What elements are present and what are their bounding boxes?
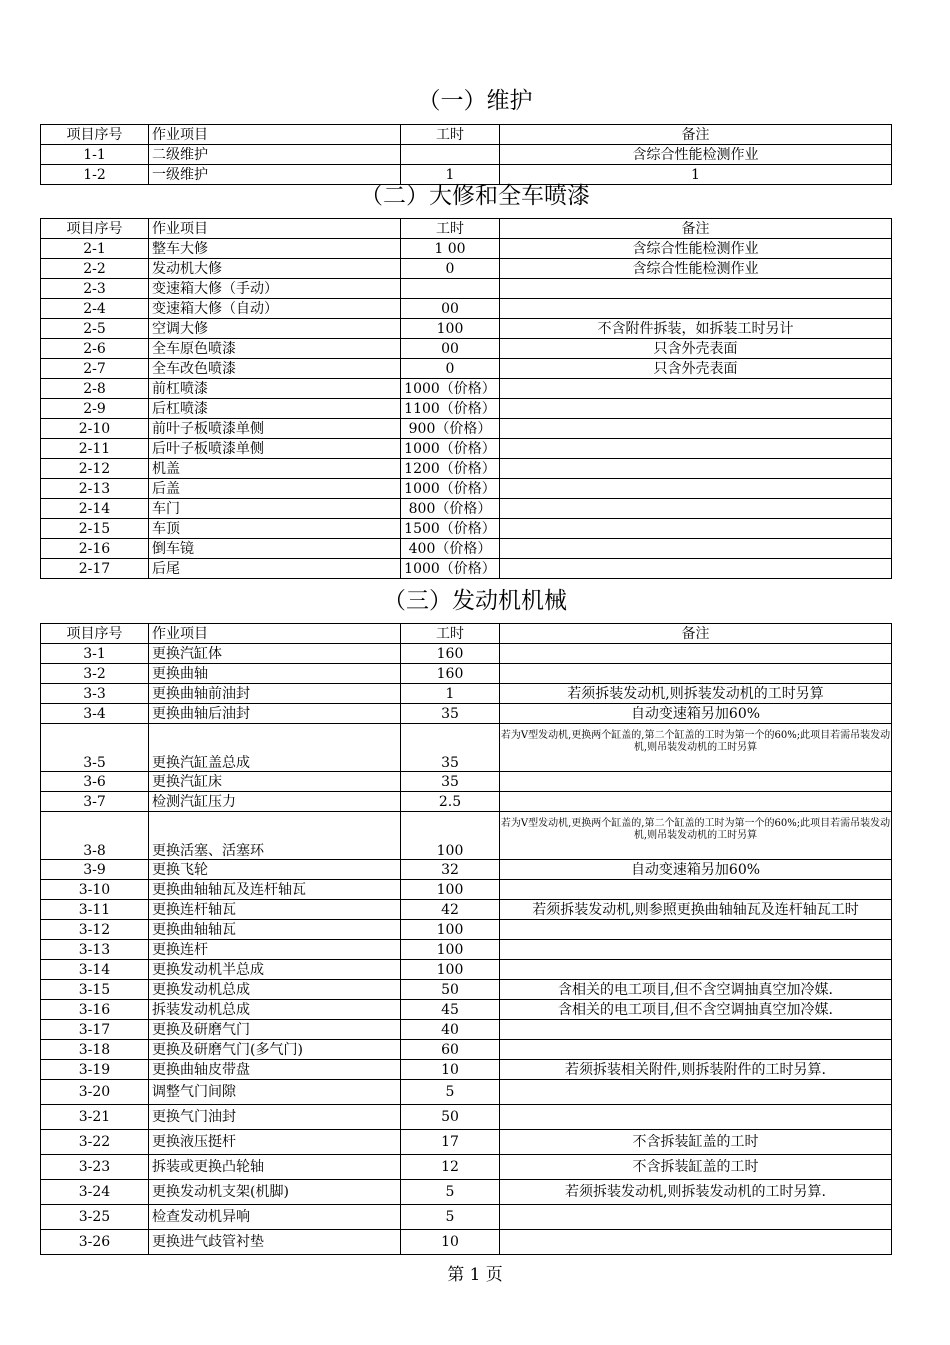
table-row xyxy=(41,539,892,559)
row-hours: 100 xyxy=(401,812,500,860)
row-item: 拆装或更换凸轮轴 xyxy=(149,1155,401,1180)
row-no: 2-11 xyxy=(41,439,149,459)
row-hours: 160 xyxy=(401,664,500,684)
row-item: 发动机大修 xyxy=(149,259,401,279)
table-row xyxy=(41,1060,892,1080)
row-no: 2-14 xyxy=(41,499,149,519)
row-no: 2-3 xyxy=(41,279,149,299)
header-note: 备注 xyxy=(500,624,892,644)
row-hours: 1000（价格） xyxy=(401,439,500,459)
table-row xyxy=(41,920,892,940)
row-no: 3-1 xyxy=(41,644,149,664)
row-item: 更换气门油封 xyxy=(149,1105,401,1130)
table-maintenance xyxy=(40,124,892,185)
row-note: 若须拆装发动机,则拆装发动机的工时另算 xyxy=(500,684,892,704)
row-item: 更换发动机支架(机脚) xyxy=(149,1180,401,1205)
row-note: 若须拆装发动机,则拆装发动机的工时另算. xyxy=(500,1180,892,1205)
row-hours: 35 xyxy=(401,704,500,724)
row-hours: 35 xyxy=(401,724,500,772)
header-note: 备注 xyxy=(500,125,892,145)
header-no: 项目序号 xyxy=(41,219,149,239)
table-row xyxy=(41,279,892,299)
header-item: 作业项目 xyxy=(149,125,401,145)
header-hours: 工时 xyxy=(401,219,500,239)
row-note: 若须拆装发动机,则参照更换曲轴轴瓦及连杆轴瓦工时 xyxy=(500,900,892,920)
row-note: 自动变速箱另加60% xyxy=(500,704,892,724)
row-item: 更换连杆轴瓦 xyxy=(149,900,401,920)
row-no: 2-1 xyxy=(41,239,149,259)
header-item: 作业项目 xyxy=(149,219,401,239)
row-no: 2-6 xyxy=(41,339,149,359)
row-note xyxy=(500,920,892,940)
row-note xyxy=(500,1080,892,1105)
row-note: 若为V型发动机,更换两个缸盖的,第二个缸盖的工时为第一个的60%;此项目若需吊装发动机,则吊装发动机的工时另算 xyxy=(500,812,892,860)
row-note xyxy=(500,379,892,399)
table-row xyxy=(41,1080,892,1105)
table-overhaul-painting xyxy=(40,218,892,579)
table-row xyxy=(41,860,892,880)
row-hours: 0 xyxy=(401,359,500,379)
row-hours: 10 xyxy=(401,1230,500,1255)
row-hours: 1100（价格） xyxy=(401,399,500,419)
row-hours: 32 xyxy=(401,860,500,880)
row-hours xyxy=(401,145,500,165)
row-no: 3-9 xyxy=(41,860,149,880)
table-header-row xyxy=(41,125,892,145)
row-item: 检测汽缸压力 xyxy=(149,792,401,812)
row-hours: 100 xyxy=(401,319,500,339)
row-note xyxy=(500,772,892,792)
row-no: 3-8 xyxy=(41,812,149,860)
row-hours: 1 00 xyxy=(401,239,500,259)
table-header-row xyxy=(41,624,892,644)
row-hours: 1000（价格） xyxy=(401,479,500,499)
table-row xyxy=(41,664,892,684)
row-hours: 1000（价格） xyxy=(401,559,500,579)
row-hours: 0 xyxy=(401,259,500,279)
row-note xyxy=(500,459,892,479)
row-note xyxy=(500,1040,892,1060)
row-item: 更换汽缸床 xyxy=(149,772,401,792)
table-row xyxy=(41,319,892,339)
table-row xyxy=(41,724,892,772)
row-note xyxy=(500,1230,892,1255)
table-row xyxy=(41,644,892,664)
row-hours: 100 xyxy=(401,920,500,940)
row-no: 3-21 xyxy=(41,1105,149,1130)
row-no: 3-3 xyxy=(41,684,149,704)
table-row xyxy=(41,772,892,792)
table-engine-mechanical xyxy=(40,623,892,1255)
row-item: 更换飞轮 xyxy=(149,860,401,880)
table-row xyxy=(41,1155,892,1180)
row-note: 若为V型发动机,更换两个缸盖的,第二个缸盖的工时为第一个的60%;此项目若需吊装发动机,则吊装发动机的工时另算 xyxy=(500,724,892,772)
row-no: 3-26 xyxy=(41,1230,149,1255)
row-item: 调整气门间隙 xyxy=(149,1080,401,1105)
table-row xyxy=(41,880,892,900)
header-no: 项目序号 xyxy=(41,624,149,644)
row-no: 3-6 xyxy=(41,772,149,792)
row-hours: 160 xyxy=(401,644,500,664)
row-no: 3-13 xyxy=(41,940,149,960)
row-item: 车门 xyxy=(149,499,401,519)
row-note: 1 xyxy=(500,165,892,185)
row-item: 全车改色喷漆 xyxy=(149,359,401,379)
table-row xyxy=(41,960,892,980)
row-hours: 100 xyxy=(401,940,500,960)
table-row xyxy=(41,559,892,579)
section-title-maintenance: （一）维护 xyxy=(417,88,533,114)
row-no: 2-17 xyxy=(41,559,149,579)
row-item: 全车原色喷漆 xyxy=(149,339,401,359)
row-item: 倒车镜 xyxy=(149,539,401,559)
row-hours xyxy=(401,279,500,299)
row-no: 3-17 xyxy=(41,1020,149,1040)
row-item: 后叶子板喷漆单侧 xyxy=(149,439,401,459)
row-item: 检查发动机异响 xyxy=(149,1205,401,1230)
table-row xyxy=(41,704,892,724)
row-no: 3-7 xyxy=(41,792,149,812)
row-note: 不含拆装缸盖的工时 xyxy=(500,1155,892,1180)
row-item: 更换汽缸盖总成 xyxy=(149,724,401,772)
row-item: 车顶 xyxy=(149,519,401,539)
header-no: 项目序号 xyxy=(41,125,149,145)
header-hours: 工时 xyxy=(401,125,500,145)
row-hours: 00 xyxy=(401,339,500,359)
table-row xyxy=(41,1000,892,1020)
row-item: 更换活塞、活塞环 xyxy=(149,812,401,860)
table-row xyxy=(41,239,892,259)
row-item: 变速箱大修（自动） xyxy=(149,299,401,319)
row-item: 更换及研磨气门(多气门) xyxy=(149,1040,401,1060)
row-hours: 1 xyxy=(401,165,500,185)
table-row xyxy=(41,980,892,1000)
row-item: 更换曲轴轴瓦 xyxy=(149,920,401,940)
row-note xyxy=(500,880,892,900)
row-hours: 10 xyxy=(401,1060,500,1080)
row-no: 3-10 xyxy=(41,880,149,900)
table-row xyxy=(41,419,892,439)
table-row xyxy=(41,1130,892,1155)
row-hours: 2.5 xyxy=(401,792,500,812)
row-hours: 5 xyxy=(401,1180,500,1205)
row-no: 3-20 xyxy=(41,1080,149,1105)
row-note xyxy=(500,1205,892,1230)
row-note xyxy=(500,960,892,980)
row-item: 二级维护 xyxy=(149,145,401,165)
table-row xyxy=(41,684,892,704)
row-hours: 40 xyxy=(401,1020,500,1040)
row-no: 3-15 xyxy=(41,980,149,1000)
row-item: 拆装发动机总成 xyxy=(149,1000,401,1020)
row-note xyxy=(500,1105,892,1130)
table-row xyxy=(41,900,892,920)
row-note xyxy=(500,940,892,960)
row-no: 2-10 xyxy=(41,419,149,439)
table-row xyxy=(41,1180,892,1205)
row-hours: 100 xyxy=(401,960,500,980)
row-no: 2-13 xyxy=(41,479,149,499)
section-title-engine-mechanical: （三）发动机机械 xyxy=(383,588,567,614)
row-note: 只含外壳表面 xyxy=(500,359,892,379)
row-item: 更换曲轴后油封 xyxy=(149,704,401,724)
row-note: 含综合性能检测作业 xyxy=(500,239,892,259)
table-row xyxy=(41,259,892,279)
row-note: 若须拆装相关附件,则拆装附件的工时另算. xyxy=(500,1060,892,1080)
row-item: 后杠喷漆 xyxy=(149,399,401,419)
table-row xyxy=(41,1105,892,1130)
table-row xyxy=(41,812,892,860)
table-row xyxy=(41,379,892,399)
row-hours: 1500（价格） xyxy=(401,519,500,539)
header-item: 作业项目 xyxy=(149,624,401,644)
row-item: 前叶子板喷漆单侧 xyxy=(149,419,401,439)
row-no: 2-2 xyxy=(41,259,149,279)
row-hours: 900（价格） xyxy=(401,419,500,439)
row-item: 更换及研磨气门 xyxy=(149,1020,401,1040)
row-no: 3-11 xyxy=(41,900,149,920)
row-no: 3-23 xyxy=(41,1155,149,1180)
row-note xyxy=(500,499,892,519)
row-note xyxy=(500,559,892,579)
row-item: 整车大修 xyxy=(149,239,401,259)
row-no: 3-22 xyxy=(41,1130,149,1155)
row-note xyxy=(500,539,892,559)
row-hours: 100 xyxy=(401,880,500,900)
table-row xyxy=(41,299,892,319)
row-no: 2-12 xyxy=(41,459,149,479)
table-row xyxy=(41,1040,892,1060)
table-row xyxy=(41,399,892,419)
header-note: 备注 xyxy=(500,219,892,239)
row-item: 后盖 xyxy=(149,479,401,499)
row-no: 3-12 xyxy=(41,920,149,940)
table-row xyxy=(41,1230,892,1255)
row-hours: 1000（价格） xyxy=(401,379,500,399)
row-note xyxy=(500,792,892,812)
row-no: 3-14 xyxy=(41,960,149,980)
row-hours: 400（价格） xyxy=(401,539,500,559)
row-hours: 50 xyxy=(401,1105,500,1130)
row-item: 更换曲轴前油封 xyxy=(149,684,401,704)
row-item: 更换液压挺杆 xyxy=(149,1130,401,1155)
row-note xyxy=(500,399,892,419)
row-no: 2-4 xyxy=(41,299,149,319)
row-item: 更换发动机总成 xyxy=(149,980,401,1000)
row-item: 更换曲轴 xyxy=(149,664,401,684)
row-note xyxy=(500,1020,892,1040)
row-note: 含综合性能检测作业 xyxy=(500,145,892,165)
row-no: 2-8 xyxy=(41,379,149,399)
row-hours: 35 xyxy=(401,772,500,792)
row-note: 不含附件拆装，如拆装工时另计 xyxy=(500,319,892,339)
row-item: 更换汽缸体 xyxy=(149,644,401,664)
row-note: 含综合性能检测作业 xyxy=(500,259,892,279)
table-row xyxy=(41,165,892,185)
page-number: 第 1 页 xyxy=(447,1265,503,1285)
row-no: 2-5 xyxy=(41,319,149,339)
row-no: 3-25 xyxy=(41,1205,149,1230)
table-row xyxy=(41,519,892,539)
row-hours: 17 xyxy=(401,1130,500,1155)
table-row xyxy=(41,459,892,479)
row-no: 2-7 xyxy=(41,359,149,379)
row-note: 含相关的电工项目,但不含空调抽真空加冷媒. xyxy=(500,980,892,1000)
row-hours: 12 xyxy=(401,1155,500,1180)
row-no: 3-19 xyxy=(41,1060,149,1080)
row-no: 3-18 xyxy=(41,1040,149,1060)
table-row xyxy=(41,1205,892,1230)
row-item: 更换曲轴皮带盘 xyxy=(149,1060,401,1080)
row-item: 空调大修 xyxy=(149,319,401,339)
table-row xyxy=(41,339,892,359)
row-hours: 1200（价格） xyxy=(401,459,500,479)
row-hours: 5 xyxy=(401,1080,500,1105)
row-item: 更换连杆 xyxy=(149,940,401,960)
row-no: 3-16 xyxy=(41,1000,149,1020)
row-item: 更换发动机半总成 xyxy=(149,960,401,980)
row-note: 不含拆装缸盖的工时 xyxy=(500,1130,892,1155)
row-note xyxy=(500,519,892,539)
table-row xyxy=(41,499,892,519)
row-no: 3-24 xyxy=(41,1180,149,1205)
row-note xyxy=(500,439,892,459)
row-no: 3-2 xyxy=(41,664,149,684)
row-hours: 42 xyxy=(401,900,500,920)
row-hours: 45 xyxy=(401,1000,500,1020)
row-no: 2-9 xyxy=(41,399,149,419)
row-note xyxy=(500,419,892,439)
table-row xyxy=(41,940,892,960)
table-row xyxy=(41,479,892,499)
row-note: 含相关的电工项目,但不含空调抽真空加冷媒. xyxy=(500,1000,892,1020)
table-header-row xyxy=(41,219,892,239)
row-item: 更换进气歧管衬垫 xyxy=(149,1230,401,1255)
row-item: 变速箱大修（手动） xyxy=(149,279,401,299)
row-no: 3-4 xyxy=(41,704,149,724)
table-row xyxy=(41,439,892,459)
row-no: 2-16 xyxy=(41,539,149,559)
row-no: 1-2 xyxy=(41,165,149,185)
row-note xyxy=(500,664,892,684)
header-hours: 工时 xyxy=(401,624,500,644)
row-hours: 5 xyxy=(401,1205,500,1230)
table-row xyxy=(41,359,892,379)
row-item: 机盖 xyxy=(149,459,401,479)
table-row xyxy=(41,792,892,812)
row-item: 一级维护 xyxy=(149,165,401,185)
row-hours: 60 xyxy=(401,1040,500,1060)
row-item: 更换曲轴轴瓦及连杆轴瓦 xyxy=(149,880,401,900)
row-note: 自动变速箱另加60% xyxy=(500,860,892,880)
row-note xyxy=(500,299,892,319)
row-item: 前杠喷漆 xyxy=(149,379,401,399)
row-note: 只含外壳表面 xyxy=(500,339,892,359)
table-row xyxy=(41,1020,892,1040)
row-hours: 800（价格） xyxy=(401,499,500,519)
row-hours: 50 xyxy=(401,980,500,1000)
row-hours: 00 xyxy=(401,299,500,319)
row-note xyxy=(500,644,892,664)
row-note xyxy=(500,279,892,299)
row-no: 2-15 xyxy=(41,519,149,539)
row-no: 1-1 xyxy=(41,145,149,165)
row-note xyxy=(500,479,892,499)
row-no: 3-5 xyxy=(41,724,149,772)
row-hours: 1 xyxy=(401,684,500,704)
table-row xyxy=(41,145,892,165)
section-title-overhaul-painting: （二）大修和全车喷漆 xyxy=(360,183,590,209)
row-item: 后尾 xyxy=(149,559,401,579)
